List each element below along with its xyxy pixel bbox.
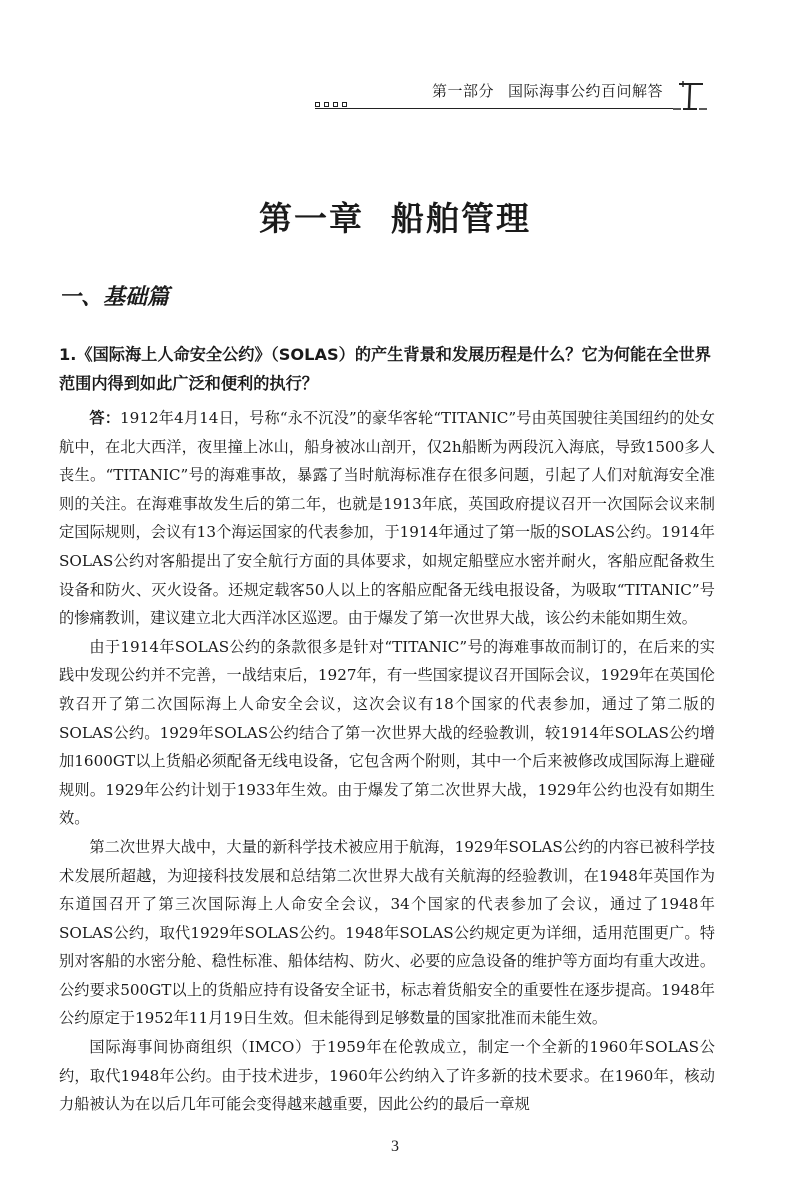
header-square [333,102,338,107]
header-square [324,102,329,107]
header-rule [315,108,673,109]
chapter-title: 第一章 船舶管理 [259,199,531,238]
header-book-title: 国际海事公约百问解答 [507,82,663,100]
header-square [342,102,347,107]
paragraph [59,404,715,633]
lighthouse-ornament-icon [673,78,707,118]
header-squares [315,102,347,107]
paragraph: 第二次世界大战中，大量的新科学技术被应用于航海，1929年SOLAS公约的内容已被科学技术发展所超越，为迎接科技发展和总结第二次世界大战有关航海的经验教训，在1948年英国作为东道国召开了第三次国际海上人命安全会议，34个国家的代表参加了会议，通过了1948年SOLAS公约，取代1929年SOLAS公约。1948年SOLAS公约规定更为详细，适用范围更广。特别对客船的水密分舱、稳性标准、船体结构、防火、必要的应急设备的维护等方面均有重大改进。公约要求500GT以上的货船应持有设备安全证书，标志着货船安全的重要性在逐步提高。1948年公约原定于1952年11月19日生效。但未能得到足够数量的国家批准而未能生效。 [59,837,715,1028]
answer-body [59,404,715,1119]
question-heading: 1.《国际海上人命安全公约》（SOLAS）的产生背景和发展历程是什么？它为何能在全世界范围内得到如此广泛和便利的执行？ [59,345,711,393]
running-header [315,78,715,118]
header-text [432,80,663,101]
page-number: 3 [391,1138,399,1155]
answer-label: 答： [89,409,120,427]
paragraph-text: 1912年4月14日，号称“永不沉没”的豪华客轮“TITANIC”号由英国驶往美国纽约的处女航中，在北大西洋，夜里撞上冰山，船身被冰山剖开，仅2h船断为两段沉入海底，导致1500多人丧生。“TITANIC”号的海难事故，暴露了当时航海标准存在很多问题，引起了人们对航海安全准则的关注。在海难事故发生后的第二年，也就是1913年底，英国政府提议召开一次国际会议来制定国际规则，会议有13个海运国家的代表参加，于1914年通过了第一版的SOLAS公约。1914年SOLAS公约对客船提出了安全航行方面的具体要求，如规定船壁应水密并耐火，客船应配备救生设备和防火、灭火设备。还规定载客50人以上的客船应配备无线电报设备，为吸取“TITANIC”号的惨痛教训，建议建立北大西洋冰区巡逻。由于爆发了第一次世界大战，该公约未能如期生效。 [59,409,715,628]
section-title: 一、基础篇 [59,284,170,310]
paragraph: 由于1914年SOLAS公约的条款很多是针对“TITANIC”号的海难事故而制订的，在后来的实践中发现公约并不完善，一战结束后，1927年，有一些国家提议召开国际会议，1929年在英国伦敦召开了第二次国际海上人命安全会议，这次会议有18个国家的代表参加，通过了第二版的SOLAS公约。1929年SOLAS公约结合了第一次世界大战的经验教训，较1914年SOLAS公约增加1600GT以上货船必须配备无线电设备，它包含两个附则，其中一个后来被修改成国际海上避碰规则。1929年公约计划于1933年生效。由于爆发了第二次世界大战，1929年公约也没有如期生效。 [59,637,715,828]
paragraph: 国际海事间协商组织（IMCO）于1959年在伦敦成立，制定一个全新的1960年SOLAS公约，取代1948年公约。由于技术进步，1960年公约纳入了许多新的技术要求。在1960年，核动力船被认为在以后几年可能会变得越来越重要，因此公约的最后一章规 [59,1038,715,1114]
header-square [315,102,320,107]
header-part: 第一部分 [431,82,494,100]
